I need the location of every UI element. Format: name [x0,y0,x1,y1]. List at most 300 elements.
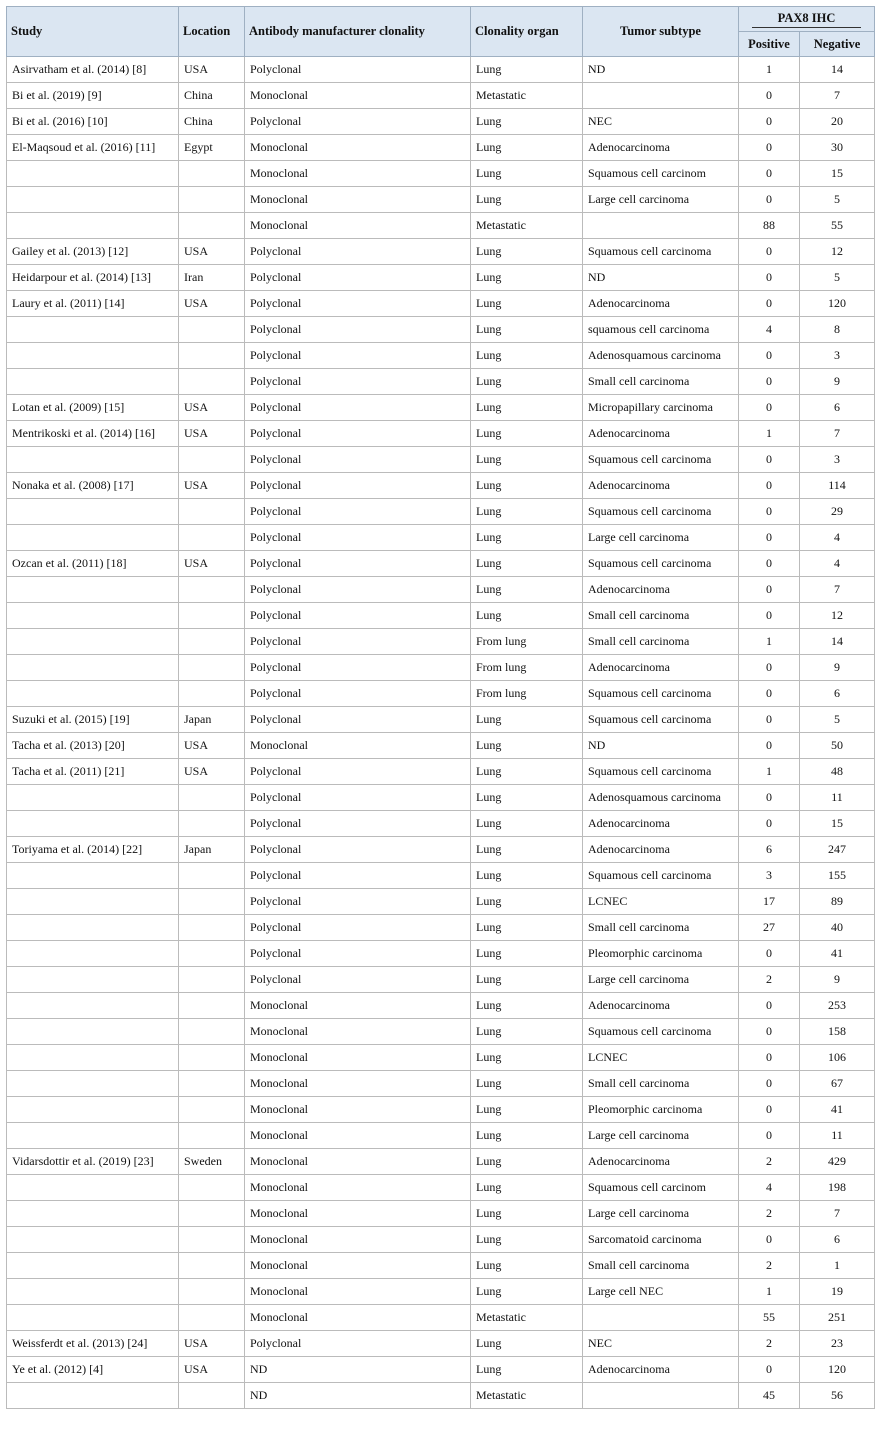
table-row [7,83,875,109]
cell-subtype: Adenosquamous carcinoma [583,343,739,369]
cell-organ: Lung [471,785,583,811]
header-pax8-label: PAX8 IHC [752,11,862,28]
cell-study: Asirvatham et al. (2014) [8] [7,57,179,83]
table-header [7,7,875,57]
cell-subtype: Adenocarcinoma [583,135,739,161]
cell-location [179,1227,245,1253]
cell-location: USA [179,1357,245,1383]
cell-study [7,785,179,811]
cell-negative: 23 [800,1331,875,1357]
cell-organ: Lung [471,1097,583,1123]
cell-study [7,343,179,369]
cell-location [179,161,245,187]
cell-negative: 7 [800,83,875,109]
cell-positive: 2 [739,1253,800,1279]
cell-organ: Lung [471,525,583,551]
cell-antibody: Monoclonal [245,1149,471,1175]
cell-study [7,1279,179,1305]
header-organ: Clonality organ [471,7,583,57]
cell-positive: 0 [739,499,800,525]
cell-subtype [583,83,739,109]
cell-positive: 55 [739,1305,800,1331]
cell-location: USA [179,421,245,447]
table-row [7,291,875,317]
cell-subtype: Large cell carcinoma [583,967,739,993]
cell-negative: 106 [800,1045,875,1071]
cell-organ: From lung [471,629,583,655]
cell-subtype: Adenocarcinoma [583,1149,739,1175]
cell-study: Mentrikoski et al. (2014) [16] [7,421,179,447]
cell-study [7,993,179,1019]
cell-negative: 120 [800,1357,875,1383]
cell-subtype: Adenocarcinoma [583,655,739,681]
cell-antibody: Polyclonal [245,369,471,395]
cell-organ: Lung [471,395,583,421]
cell-antibody: Polyclonal [245,863,471,889]
cell-antibody: ND [245,1383,471,1409]
table-row [7,1149,875,1175]
cell-antibody: Monoclonal [245,1279,471,1305]
table-row [7,213,875,239]
cell-subtype: Large cell carcinoma [583,1201,739,1227]
table-row [7,603,875,629]
table-row [7,447,875,473]
cell-study [7,577,179,603]
cell-subtype: LCNEC [583,889,739,915]
cell-organ: Lung [471,369,583,395]
cell-location [179,317,245,343]
cell-subtype: Squamous cell carcinoma [583,863,739,889]
cell-negative: 247 [800,837,875,863]
table-row [7,1227,875,1253]
cell-negative: 429 [800,1149,875,1175]
cell-positive: 0 [739,551,800,577]
table-row [7,525,875,551]
cell-study [7,161,179,187]
cell-location: Sweden [179,1149,245,1175]
cell-positive: 0 [739,1019,800,1045]
cell-organ: From lung [471,681,583,707]
cell-antibody: Polyclonal [245,785,471,811]
cell-negative: 40 [800,915,875,941]
cell-organ: Lung [471,499,583,525]
cell-study [7,1305,179,1331]
header-study: Study [7,7,179,57]
cell-study [7,967,179,993]
cell-positive: 0 [739,343,800,369]
cell-subtype: Adenocarcinoma [583,291,739,317]
cell-subtype: Squamous cell carcinom [583,161,739,187]
cell-negative: 9 [800,967,875,993]
table-row [7,395,875,421]
cell-location: USA [179,733,245,759]
cell-location [179,213,245,239]
cell-location [179,1019,245,1045]
cell-antibody: Monoclonal [245,135,471,161]
cell-antibody: Monoclonal [245,1071,471,1097]
cell-positive: 0 [739,785,800,811]
cell-subtype: Squamous cell carcinoma [583,1019,739,1045]
cell-negative: 1 [800,1253,875,1279]
cell-subtype: NEC [583,109,739,135]
cell-location [179,967,245,993]
cell-subtype: Squamous cell carcinoma [583,759,739,785]
cell-positive: 0 [739,395,800,421]
cell-study: Tacha et al. (2011) [21] [7,759,179,785]
table-row [7,109,875,135]
pax8-ihc-table [6,6,875,1409]
cell-antibody: Polyclonal [245,317,471,343]
cell-antibody: Polyclonal [245,707,471,733]
cell-negative: 6 [800,681,875,707]
cell-location [179,681,245,707]
cell-location [179,369,245,395]
cell-antibody: Monoclonal [245,1019,471,1045]
cell-organ: Lung [471,551,583,577]
table-row [7,915,875,941]
cell-location: China [179,109,245,135]
cell-location: USA [179,395,245,421]
cell-positive: 88 [739,213,800,239]
cell-antibody: Polyclonal [245,811,471,837]
cell-antibody: Polyclonal [245,915,471,941]
cell-negative: 41 [800,1097,875,1123]
cell-location: USA [179,239,245,265]
cell-location [179,1253,245,1279]
cell-organ: Lung [471,57,583,83]
cell-subtype: Adenocarcinoma [583,473,739,499]
header-negative: Negative [800,32,875,57]
cell-organ: Lung [471,447,583,473]
cell-location: Iran [179,265,245,291]
cell-study [7,915,179,941]
cell-positive: 0 [739,161,800,187]
cell-positive: 0 [739,1097,800,1123]
cell-positive: 6 [739,837,800,863]
cell-subtype: Small cell carcinoma [583,915,739,941]
cell-study [7,1019,179,1045]
table-row [7,1331,875,1357]
cell-negative: 120 [800,291,875,317]
cell-antibody: Polyclonal [245,291,471,317]
cell-positive: 0 [739,941,800,967]
cell-study: Gailey et al. (2013) [12] [7,239,179,265]
table-row [7,837,875,863]
cell-subtype [583,1305,739,1331]
cell-organ: Metastatic [471,213,583,239]
cell-subtype: Squamous cell carcinoma [583,551,739,577]
cell-organ: Lung [471,1149,583,1175]
cell-antibody: Monoclonal [245,213,471,239]
cell-location [179,889,245,915]
cell-negative: 5 [800,187,875,213]
cell-negative: 8 [800,317,875,343]
cell-location [179,1123,245,1149]
cell-negative: 7 [800,577,875,603]
cell-organ: Lung [471,1227,583,1253]
cell-negative: 253 [800,993,875,1019]
cell-study: Laury et al. (2011) [14] [7,291,179,317]
cell-subtype: Sarcomatoid carcinoma [583,1227,739,1253]
cell-positive: 0 [739,1045,800,1071]
table-row [7,967,875,993]
cell-subtype: ND [583,57,739,83]
cell-negative: 7 [800,1201,875,1227]
table-row [7,1253,875,1279]
cell-organ: Lung [471,1175,583,1201]
cell-organ: Metastatic [471,1305,583,1331]
cell-positive: 0 [739,447,800,473]
cell-study: Ozcan et al. (2011) [18] [7,551,179,577]
cell-organ: Lung [471,993,583,1019]
cell-negative: 251 [800,1305,875,1331]
cell-positive: 45 [739,1383,800,1409]
cell-antibody: Polyclonal [245,629,471,655]
table-row [7,785,875,811]
cell-positive: 0 [739,603,800,629]
cell-location [179,915,245,941]
table-row [7,551,875,577]
cell-location [179,499,245,525]
cell-subtype: Small cell carcinoma [583,1253,739,1279]
table-row [7,733,875,759]
cell-subtype: NEC [583,1331,739,1357]
cell-study: Heidarpour et al. (2014) [13] [7,265,179,291]
cell-study [7,1097,179,1123]
cell-organ: Lung [471,1279,583,1305]
cell-positive: 2 [739,1331,800,1357]
cell-positive: 0 [739,733,800,759]
cell-organ: Lung [471,759,583,785]
cell-location [179,1071,245,1097]
cell-subtype: Adenocarcinoma [583,577,739,603]
cell-positive: 3 [739,863,800,889]
cell-subtype: Squamous cell carcinoma [583,239,739,265]
cell-study [7,213,179,239]
table-row [7,1305,875,1331]
cell-organ: Lung [471,1071,583,1097]
cell-location [179,1097,245,1123]
cell-location [179,1305,245,1331]
cell-positive: 1 [739,629,800,655]
cell-subtype: Adenocarcinoma [583,811,739,837]
cell-negative: 29 [800,499,875,525]
table-row [7,187,875,213]
table-row [7,317,875,343]
cell-negative: 155 [800,863,875,889]
cell-antibody: Polyclonal [245,603,471,629]
cell-positive: 4 [739,317,800,343]
header-antibody: Antibody manufacturer clonality [245,7,471,57]
cell-study [7,681,179,707]
cell-antibody: Monoclonal [245,161,471,187]
header-location: Location [179,7,245,57]
table-row [7,1279,875,1305]
cell-negative: 198 [800,1175,875,1201]
table-row [7,889,875,915]
cell-subtype [583,213,739,239]
table-row [7,1357,875,1383]
cell-organ: Lung [471,1253,583,1279]
cell-negative: 20 [800,109,875,135]
cell-negative: 12 [800,603,875,629]
cell-antibody: Polyclonal [245,889,471,915]
cell-location [179,811,245,837]
cell-negative: 15 [800,811,875,837]
cell-negative: 14 [800,57,875,83]
cell-study: Vidarsdottir et al. (2019) [23] [7,1149,179,1175]
table-row [7,343,875,369]
cell-location [179,629,245,655]
cell-location [179,993,245,1019]
cell-antibody: Polyclonal [245,395,471,421]
table-row [7,421,875,447]
cell-antibody: Monoclonal [245,1253,471,1279]
cell-positive: 0 [739,1357,800,1383]
cell-negative: 30 [800,135,875,161]
cell-location: Japan [179,707,245,733]
cell-positive: 0 [739,83,800,109]
cell-study [7,1227,179,1253]
cell-positive: 0 [739,369,800,395]
cell-organ: Lung [471,1357,583,1383]
cell-antibody: Polyclonal [245,473,471,499]
table-row [7,863,875,889]
cell-organ: Lung [471,863,583,889]
cell-study [7,369,179,395]
cell-antibody: Polyclonal [245,109,471,135]
cell-organ: Lung [471,1019,583,1045]
cell-subtype: Adenocarcinoma [583,993,739,1019]
cell-study: Tacha et al. (2013) [20] [7,733,179,759]
cell-location: USA [179,551,245,577]
cell-negative: 19 [800,1279,875,1305]
cell-subtype: Adenocarcinoma [583,421,739,447]
cell-subtype: Large cell carcinoma [583,525,739,551]
table-row [7,1123,875,1149]
cell-antibody: Monoclonal [245,1201,471,1227]
cell-positive: 0 [739,655,800,681]
cell-study: Ye et al. (2012) [4] [7,1357,179,1383]
cell-subtype: Large cell NEC [583,1279,739,1305]
cell-study [7,317,179,343]
cell-organ: Lung [471,1201,583,1227]
cell-antibody: Polyclonal [245,837,471,863]
cell-organ: Lung [471,941,583,967]
cell-negative: 67 [800,1071,875,1097]
cell-study [7,603,179,629]
cell-study [7,889,179,915]
cell-antibody: Polyclonal [245,577,471,603]
cell-negative: 3 [800,447,875,473]
cell-antibody: Polyclonal [245,447,471,473]
cell-negative: 7 [800,421,875,447]
cell-antibody: Polyclonal [245,265,471,291]
table-row [7,993,875,1019]
cell-location [179,525,245,551]
cell-study [7,187,179,213]
cell-location: USA [179,473,245,499]
cell-antibody: Polyclonal [245,239,471,265]
cell-antibody: Monoclonal [245,1175,471,1201]
cell-location [179,785,245,811]
cell-study: El-Maqsoud et al. (2016) [11] [7,135,179,161]
cell-negative: 6 [800,1227,875,1253]
cell-organ: Lung [471,1331,583,1357]
header-subtype: Tumor subtype [583,7,739,57]
header-positive: Positive [739,32,800,57]
cell-positive: 27 [739,915,800,941]
cell-negative: 11 [800,785,875,811]
cell-antibody: Polyclonal [245,343,471,369]
cell-organ: Lung [471,1123,583,1149]
cell-antibody: Monoclonal [245,1123,471,1149]
cell-study [7,525,179,551]
cell-negative: 12 [800,239,875,265]
cell-study: Bi et al. (2019) [9] [7,83,179,109]
cell-organ: Lung [471,421,583,447]
table-row [7,941,875,967]
table-row [7,655,875,681]
cell-positive: 0 [739,239,800,265]
cell-location [179,447,245,473]
cell-subtype: squamous cell carcinoma [583,317,739,343]
cell-subtype: Squamous cell carcinoma [583,681,739,707]
cell-location: USA [179,291,245,317]
cell-study [7,499,179,525]
cell-study [7,941,179,967]
cell-organ: Metastatic [471,83,583,109]
cell-study [7,655,179,681]
cell-negative: 9 [800,655,875,681]
cell-location [179,1045,245,1071]
cell-location [179,941,245,967]
cell-subtype: Adenosquamous carcinoma [583,785,739,811]
cell-study [7,811,179,837]
cell-antibody: Polyclonal [245,681,471,707]
cell-positive: 1 [739,759,800,785]
cell-subtype: Large cell carcinoma [583,1123,739,1149]
cell-negative: 5 [800,707,875,733]
cell-organ: Lung [471,603,583,629]
cell-positive: 1 [739,1279,800,1305]
table-row [7,1175,875,1201]
cell-antibody: Polyclonal [245,1331,471,1357]
cell-subtype: Pleomorphic carcinoma [583,1097,739,1123]
cell-positive: 0 [739,707,800,733]
cell-organ: Lung [471,239,583,265]
cell-location: Japan [179,837,245,863]
cell-subtype: Squamous cell carcinoma [583,707,739,733]
cell-antibody: Polyclonal [245,655,471,681]
cell-subtype: Adenocarcinoma [583,837,739,863]
cell-study [7,1045,179,1071]
cell-antibody: ND [245,1357,471,1383]
cell-antibody: Monoclonal [245,83,471,109]
cell-positive: 0 [739,681,800,707]
cell-subtype: Micropapillary carcinoma [583,395,739,421]
cell-subtype: ND [583,733,739,759]
cell-positive: 0 [739,811,800,837]
cell-positive: 2 [739,967,800,993]
cell-antibody: Monoclonal [245,1227,471,1253]
cell-study: Weissferdt et al. (2013) [24] [7,1331,179,1357]
cell-negative: 11 [800,1123,875,1149]
cell-positive: 0 [739,187,800,213]
cell-positive: 4 [739,1175,800,1201]
cell-organ: Lung [471,473,583,499]
cell-negative: 114 [800,473,875,499]
